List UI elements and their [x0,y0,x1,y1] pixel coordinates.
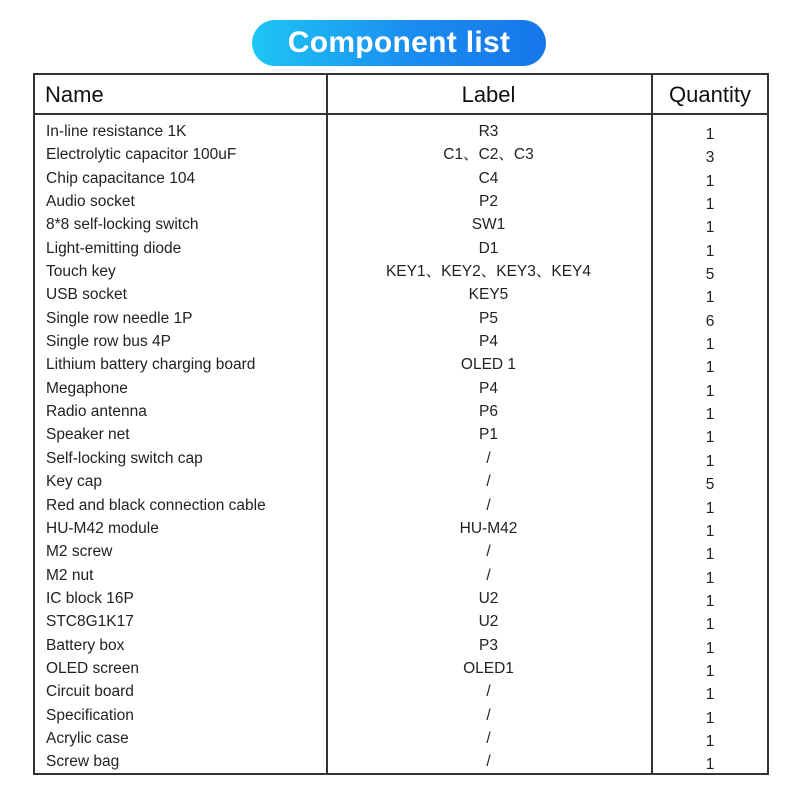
cell-label: OLED 1 [460,356,517,374]
cell-label: P5 [479,309,498,327]
table-row [35,494,767,517]
table-row [35,680,767,703]
table-row [35,213,767,236]
cell-quantity: 5 [705,266,715,284]
cell-quantity: 1 [705,592,715,610]
header-quantity: Quantity [669,82,751,107]
cell-name: Touch key [46,263,116,281]
cell-quantity: 1 [705,709,715,727]
table-row [35,190,767,213]
cell-quantity: 1 [705,242,715,260]
page-title: Component list [252,20,546,66]
table-row [35,587,767,610]
cell-quantity: 1 [705,359,715,377]
cell-name: IC block 16P [46,589,134,607]
cell-name: M2 nut [46,566,94,584]
cell-label: P4 [479,379,498,397]
cell-label: P6 [479,403,498,421]
cell-label: P3 [479,636,498,654]
cell-name: Light-emitting diode [46,239,182,257]
cell-name: Electrolytic capacitor 100uF [46,146,237,164]
table-row [35,634,767,657]
cell-name: Radio antenna [46,403,147,421]
cell-quantity: 1 [705,522,715,540]
cell-label: U2 [478,613,499,631]
cell-quantity: 1 [705,382,715,400]
cell-quantity: 1 [705,429,715,447]
cell-quantity: 1 [705,662,715,680]
cell-label: C1、C2、C3 [443,146,534,164]
cell-name: Single row bus 4P [46,333,171,351]
cell-quantity: 1 [705,219,715,237]
table-row [35,353,767,376]
cell-label: / [486,496,491,514]
table-row [35,283,767,306]
cell-quantity: 5 [705,476,715,494]
cell-quantity: 1 [705,499,715,517]
table-row [35,423,767,446]
cell-name: Speaker net [46,426,130,444]
cell-label: D1 [478,239,499,257]
cell-quantity: 1 [705,686,715,704]
cell-name: HU-M42 module [46,519,159,537]
table-row [35,540,767,563]
cell-quantity: 1 [705,126,715,143]
table-row [35,727,767,750]
cell-label: OLED1 [463,659,514,677]
cell-label: HU-M42 [459,519,518,537]
cell-quantity: 1 [705,336,715,354]
cell-label: / [486,473,491,491]
table-row [35,704,767,727]
table-row [35,470,767,493]
component-table [33,73,769,775]
table-body [35,120,767,774]
table-header [35,75,767,115]
cell-name: M2 screw [46,543,113,561]
cell-name: Single row needle 1P [46,309,193,327]
cell-quantity: 1 [705,406,715,424]
cell-name: Chip capacitance 104 [46,169,196,187]
table-row [35,307,767,330]
cell-name: Battery box [46,636,125,654]
header-label: Label [461,82,516,107]
cell-label: KEY5 [468,286,509,304]
cell-label: / [486,543,491,561]
cell-quantity: 1 [705,172,715,190]
table-row [35,237,767,260]
table-row [35,517,767,540]
cell-quantity: 1 [705,569,715,587]
table-row [35,260,767,283]
cell-label: C4 [478,169,499,187]
header-name: Name [45,82,104,107]
cell-name: Acrylic case [46,729,129,747]
table-row [35,610,767,633]
cell-name: Key cap [46,473,103,491]
cell-name: Circuit board [46,683,134,701]
cell-label: / [486,706,491,724]
cell-quantity: 1 [705,616,715,634]
table-row [35,143,767,166]
cell-name: In-line resistance 1K [46,123,187,140]
cell-label: SW1 [471,216,506,234]
table-row [35,657,767,680]
cell-label: U2 [478,589,499,607]
cell-name: Self-locking switch cap [46,449,203,467]
table-row [35,400,767,423]
cell-quantity: 1 [705,756,715,774]
cell-label: / [486,683,491,701]
cell-quantity: 3 [705,149,715,167]
cell-quantity: 1 [705,196,715,214]
cell-name: Red and black connection cable [46,496,266,514]
cell-name: Specification [46,706,134,724]
cell-name: 8*8 self-locking switch [46,216,199,234]
cell-name: USB socket [46,286,127,304]
cell-label: P4 [479,333,498,351]
cell-label: / [486,729,491,747]
table-row [35,447,767,470]
cell-name: Audio socket [46,193,135,211]
cell-label: P2 [479,193,498,211]
table-row [35,564,767,587]
table-row [35,120,767,143]
cell-label: / [486,449,491,467]
cell-quantity: 1 [705,732,715,750]
table-row [35,377,767,400]
cell-label: P1 [479,426,498,444]
cell-name: Screw bag [46,753,120,771]
cell-quantity: 1 [705,546,715,564]
cell-name: STC8G1K17 [46,613,134,631]
cell-label: R3 [478,123,499,140]
cell-quantity: 1 [705,452,715,470]
cell-name: Lithium battery charging board [46,356,256,374]
table-row [35,167,767,190]
table-row [35,750,767,773]
cell-quantity: 1 [705,289,715,307]
cell-name: Megaphone [46,379,128,397]
cell-name: OLED screen [46,659,140,677]
cell-quantity: 1 [705,639,715,657]
cell-label: / [486,566,491,584]
table-row [35,330,767,353]
cell-quantity: 6 [705,312,715,330]
cell-label: KEY1、KEY2、KEY3、KEY4 [385,263,592,281]
cell-label: / [486,753,491,771]
